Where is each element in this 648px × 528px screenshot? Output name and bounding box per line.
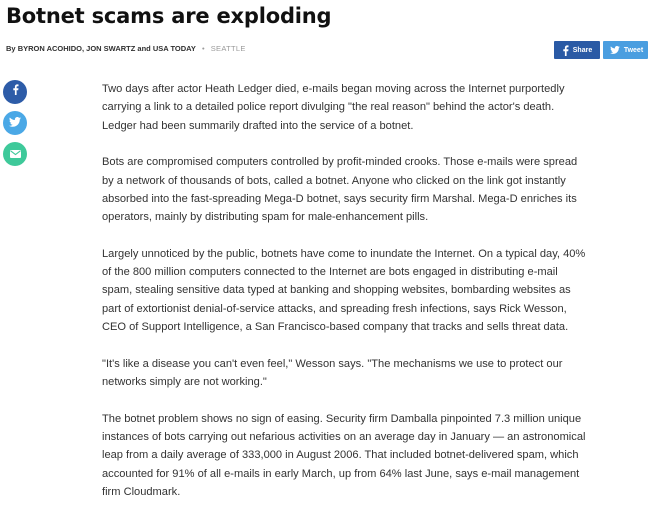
facebook-icon xyxy=(562,45,569,56)
twitter-tweet-label: Tweet xyxy=(623,46,644,54)
facebook-share-label: Share xyxy=(572,46,593,54)
article-paragraph: Largely unnoticed by the public, botnets have come to inundate the Internet. On a typical day, 40% of the 800 million computers connected to the Internet are bots engaged in distributing e-mail spam, stealing sensitive data typed at banking and shopping websites, bombarding websites as part of extortionist denial-of-service attacks, and spreading fresh infections, says Rick Wesson, CEO of Support Intelligence, a San Francisco-based company that tracks and sells threat data. xyxy=(102,247,586,334)
article-paragraph: The botnet problem shows no sign of easing. Security firm Damballa pinpointed 7.3 million unique instances of bots carrying out nefarious activities on an average day in January — an astronomical leap from a daily average of 333,000 in August 2006. That included botnet-delivered spam, which accounted for 91% of all e-mails in early March, up from 64% last June, says e-mail management firm Cloudmark. xyxy=(102,412,586,498)
twitter-icon xyxy=(610,46,620,54)
side-share-bar xyxy=(3,80,27,166)
byline-prefix: By xyxy=(6,44,16,53)
email-icon xyxy=(10,145,21,163)
headline: Botnet scams are exploding xyxy=(6,4,332,28)
twitter-tweet-button[interactable] xyxy=(603,41,648,59)
byline xyxy=(6,44,246,53)
twitter-icon xyxy=(9,114,21,132)
byline-authors: BYRON ACOHIDO, JON SWARTZ and USA TODAY xyxy=(17,44,196,53)
side-twitter-button[interactable] xyxy=(3,111,27,135)
side-email-button[interactable] xyxy=(3,142,27,166)
side-facebook-button[interactable] xyxy=(3,80,27,104)
facebook-share-button[interactable] xyxy=(554,41,600,59)
article-paragraph: "It's like a disease you can't even feel," Wesson says. "The mechanisms we use to protect our networks simply are not working." xyxy=(102,357,563,389)
share-buttons xyxy=(554,41,648,59)
facebook-icon xyxy=(12,83,19,101)
article-paragraph: Bots are compromised computers controlled by profit-minded crooks. Those e-mails were spread by a network of thousands of bots, called a botnet. Anyone who clicked on the link got instantly absorbed into the fast-spreading Mega-D botnet, says security firm Marshal. Mega-D enriches its operators, mainly by distributing spam for male-enhancement pills. xyxy=(102,156,578,224)
byline-location: SEATTLE xyxy=(210,44,246,53)
article-paragraph: Two days after actor Heath Ledger died, e-mails began moving across the Internet purportedly carrying a link to a detailed police report divulging "the real reason" behind the actor's death. Ledger had been summarily drafted into the service of a botnet. xyxy=(102,83,565,132)
byline-separator: • xyxy=(202,44,205,53)
article-body xyxy=(102,80,587,520)
